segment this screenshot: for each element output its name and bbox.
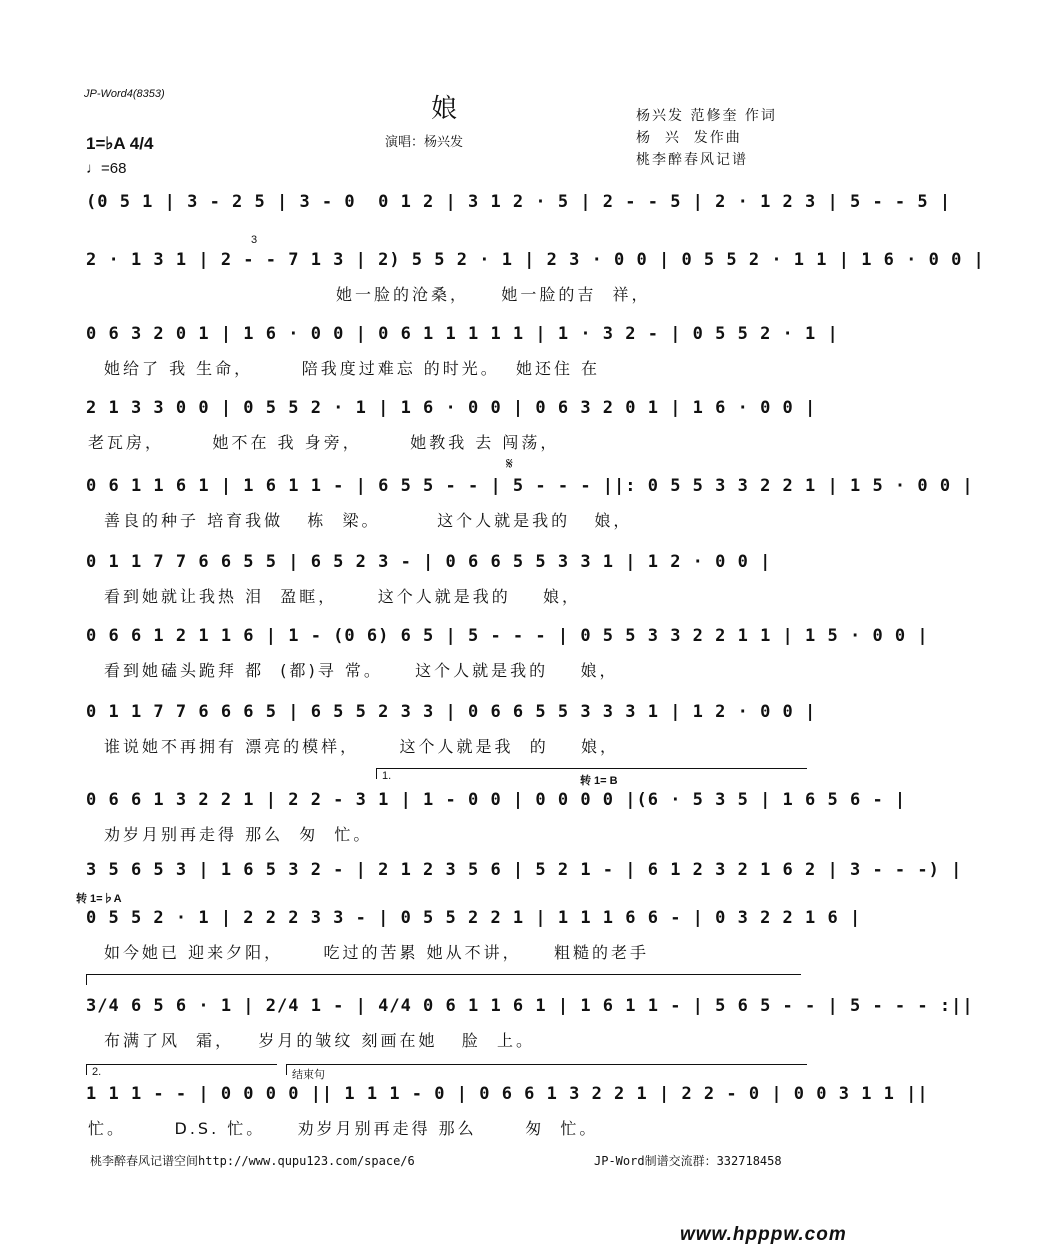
notes-line: 3 5 6 5 3 | 1 6 5 3 2 - | 2 1 2 3 5 6 | 5 2 1 - | 6 1 2 3 2 1 6 2 | 3 - - -) | xyxy=(86,860,963,880)
tempo-marking: ♩=68 xyxy=(86,160,127,177)
notes-line: 2 1 3 3 0 0 | 0 5 5 2 · 1 | 1 6 · 0 0 | 0 6 3 2 0 1 | 1 6 · 0 0 | xyxy=(86,398,817,418)
notes-line: 0 1 1 7 7 6 6 5 5 | 6 5 2 3 - | 0 6 6 5 5 3 3 1 | 1 2 · 0 0 | xyxy=(86,552,772,572)
notes-line: (0 5 1 | 3 - 2 5 | 3 - 0 0 1 2 | 3 1 2 · 5 | 2 - - 5 | 2 · 1 2 3 | 5 - - 5 | xyxy=(86,192,952,212)
segno-sign: 𝄋 xyxy=(506,456,513,473)
lyrics-line: 善良的种子 培育我做 栋 梁。 这个人就是我的 娘， xyxy=(104,511,633,530)
notes-line: 0 1 1 7 7 6 6 6 5 | 6 5 5 2 3 3 | 0 6 6 5 5 3 3 3 1 | 1 2 · 0 0 | xyxy=(86,702,817,722)
lyrics-line: 看到她就让我热 泪 盈眶， 这个人就是我的 娘， xyxy=(104,587,582,606)
transcriber-credit: 桃李醉春风记谱 xyxy=(636,152,748,168)
notes-line: 1 1 1 - - | 0 0 0 0 || 1 1 1 - 0 | 0 6 6 1 3 2 2 1 | 2 2 - 0 | 0 0 3 1 1 || xyxy=(86,1084,929,1104)
key-signature: 1=♭A 4/4 xyxy=(86,134,154,153)
lyrics-line: 她一脸的沧桑， 她一脸的吉 祥， xyxy=(336,285,651,304)
repeat-bracket xyxy=(86,974,801,985)
volta-1-label: 1. xyxy=(382,770,392,782)
lyrics-line: 她给了 我 生命， 陪我度过难忘 的时光。 她还住 在 xyxy=(104,359,601,378)
notes-line: 0 6 1 1 6 1 | 1 6 1 1 - | 6 5 5 - - | 5 - - - ||: 0 5 5 3 3 2 2 1 | 1 5 · 0 0 | xyxy=(86,476,974,496)
lyrics-line: 谁说她不再拥有 漂亮的模样， 这个人就是我 的 娘， xyxy=(104,737,620,756)
volta-bracket xyxy=(86,1064,277,1075)
notes-line: 0 5 5 2 · 1 | 2 2 2 3 3 - | 0 5 5 2 2 1 | 1 1 1 6 6 - | 0 3 2 2 1 6 | xyxy=(86,908,862,928)
lyrics-line: 老瓦房， 她不在 我 身旁， 她教我 去 闯荡， xyxy=(88,433,560,452)
lyrics-line: 布满了风 霜， 岁月的皱纹 刻画在她 脸 上。 xyxy=(104,1031,535,1050)
notes-line: 0 6 3 2 0 1 | 1 6 · 0 0 | 0 6 1 1 1 1 1 | 1 · 3 2 - | 0 5 5 2 · 1 | xyxy=(86,324,839,344)
lyrics-line: 看到她磕头跪拜 都 (都)寻 常。 这个人就是我的 娘， xyxy=(104,661,619,680)
lyrics-line: 忙。 D.S. 忙。 劝岁月别再走得 那么 匆 忙。 xyxy=(88,1119,599,1138)
volta-2-label: 2. xyxy=(92,1066,102,1078)
triplet-mark: 3 xyxy=(251,234,258,246)
modulation-mark: 转 1=♭A xyxy=(76,893,122,905)
lyrics-line: 如今她已 迎来夕阳， 吃过的苦累 她从不讲， 粗糙的老手 xyxy=(104,943,649,962)
composer-credit: 杨 兴 发作曲 xyxy=(636,130,742,146)
footer-group-info: JP-Word制谱交流群：332718458 xyxy=(594,1154,782,1168)
modulation-mark: 转 1= B xyxy=(580,775,618,787)
notes-line: 2 · 1 3 1 | 2 - - 7 1 3 | 2) 5 5 2 · 1 | 2 3 · 0 0 | 0 5 5 2 · 1 1 | 1 6 · 0 0 | xyxy=(86,250,985,270)
lyrics-line: 劝岁月别再走得 那么 匆 忙。 xyxy=(104,825,373,844)
lyricist-credit: 杨兴发 范修奎 作词 xyxy=(636,108,777,124)
singer-credit: 演唱：杨兴发 xyxy=(385,135,464,150)
credits-block xyxy=(636,105,777,171)
software-label: JP-Word4(8353) xyxy=(84,88,165,100)
notes-line: 3/4 6 5 6 · 1 | 2/4 1 - | 4/4 0 6 1 1 6 1 | 1 6 1 1 - | 5 6 5 - - | 5 - - - :|| xyxy=(86,996,974,1016)
notes-line: 0 6 6 1 3 2 2 1 | 2 2 - 3 1 | 1 - 0 0 | 0 0 0 0 |(6 · 5 3 5 | 1 6 5 6 - | xyxy=(86,790,907,810)
ending-label: 结束句 xyxy=(292,1069,325,1081)
footer-source-link: 桃李醉春风记谱空间http://www.qupu123.com/space/6 xyxy=(90,1154,415,1168)
site-watermark: www.hpppw.com xyxy=(680,1224,847,1245)
song-title: 娘 xyxy=(430,94,457,124)
notes-line: 0 6 6 1 2 1 1 6 | 1 - (0 6) 6 5 | 5 - - - | 0 5 5 3 3 2 2 1 1 | 1 5 · 0 0 | xyxy=(86,626,929,646)
ending-bracket xyxy=(286,1064,807,1075)
